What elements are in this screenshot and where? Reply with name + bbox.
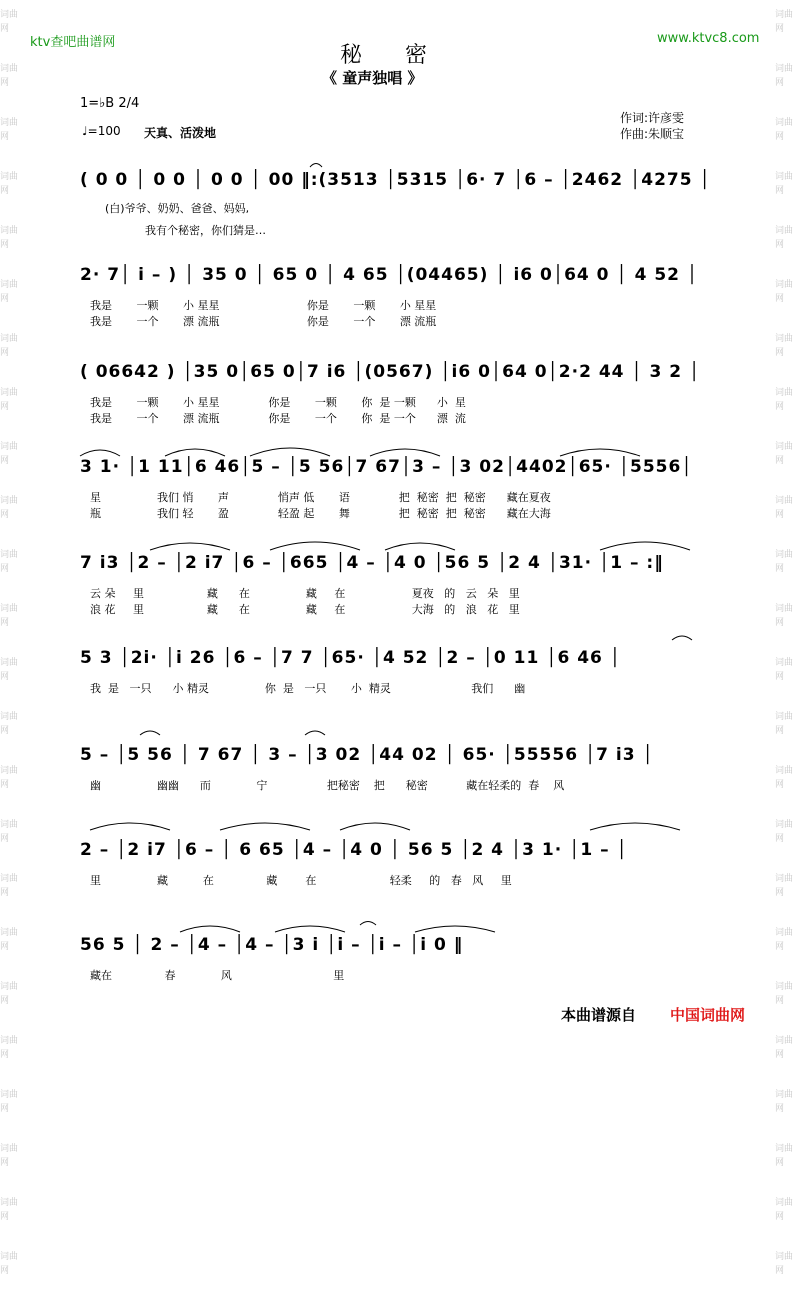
score-row-notes: 56 5 │ 2 – │4 – │4 – │3 i │i – │i – │i 0 ‖ <box>80 935 464 955</box>
watermark-text: 词曲网 <box>775 1198 793 1222</box>
watermark-text: 词曲网 <box>775 334 793 358</box>
watermark-text: 词曲网 <box>0 1144 19 1168</box>
watermark-text: 词曲网 <box>775 550 793 574</box>
score-row-lyrics: 浪 花 里 藏 在 藏 在 大海 的 浪 花 里 <box>90 603 520 616</box>
score-row-lyrics: 我是 一颗 小 星星 你是 一颗 你 是 一颗 小 星 <box>90 396 466 409</box>
watermark-text: 词曲网 <box>775 64 793 88</box>
watermark-text: 词曲网 <box>0 604 19 628</box>
watermark-text: 词曲网 <box>0 928 19 952</box>
watermark-text: 词曲网 <box>0 982 19 1006</box>
score-row-notes: 3 1· │1 11│6 46│5 – │5 56│7 67│3 – │3 02│4402│65· │5556│ <box>80 457 693 477</box>
score-row-lyrics: (白)爷爷、奶奶、爸爸、妈妈, <box>105 202 250 215</box>
watermark-text: 词曲网 <box>0 658 19 682</box>
watermark-text: 词曲网 <box>0 334 19 358</box>
watermark-right <box>775 0 793 1276</box>
score-row-lyrics: 里 藏 在 藏 在 轻柔 的 春 风 里 <box>90 874 512 887</box>
watermark-text: 词曲网 <box>775 658 793 682</box>
key-signature: 1=♭B 2/4 <box>80 96 140 111</box>
watermark-text: 词曲网 <box>775 118 793 142</box>
score-row-notes: 5 3 │2i· │i 26 │6 – │7 7 │65· │4 52 │2 – │0 11 │6 46 │ <box>80 648 622 668</box>
watermark-text: 词曲网 <box>0 550 19 574</box>
watermark-text: 词曲网 <box>775 388 793 412</box>
watermark-text: 词曲网 <box>775 226 793 250</box>
watermark-text: 词曲网 <box>0 496 19 520</box>
expression-marking: 天真、活泼地 <box>144 126 217 140</box>
footer-source-label: 本曲谱源自 <box>561 1006 637 1024</box>
watermark-text: 词曲网 <box>775 1036 793 1060</box>
watermark-text: 词曲网 <box>775 874 793 898</box>
score-row-lyrics: 我是 一颗 小 星星 你是 一颗 小 星星 <box>90 299 437 312</box>
score-row-lyrics: 云 朵 里 藏 在 藏 在 夏夜 的 云 朵 里 <box>90 587 520 600</box>
watermark-text: 词曲网 <box>775 604 793 628</box>
score-row-lyrics: 藏在 春 风 里 <box>90 969 345 982</box>
watermark-left <box>0 0 19 1276</box>
score-row-notes: 7 i3 │2 – │2 i7 │6 – │665 │4 – │4 0 │56 5 │2 4 │31· │1 – :‖ <box>80 553 664 573</box>
score-row-notes: ( 06642 ) │35 0│65 0│7 i6 │(0567) │i6 0│64 0│2·2 44 │ 3 2 │ <box>80 362 701 382</box>
watermark-text: 词曲网 <box>775 442 793 466</box>
watermark-text: 词曲网 <box>775 280 793 304</box>
watermark-text: 词曲网 <box>0 172 19 196</box>
composer-credit: 作曲:朱顺宝 <box>620 127 685 141</box>
watermark-text: 词曲网 <box>0 1198 19 1222</box>
watermark-text: 词曲网 <box>775 820 793 844</box>
song-title: 秘 密 <box>340 43 445 68</box>
watermark-text: 词曲网 <box>0 820 19 844</box>
watermark-text: 词曲网 <box>0 1252 19 1276</box>
watermark-text: 词曲网 <box>0 280 19 304</box>
site-name-left: ktv查吧曲谱网 <box>30 35 116 50</box>
score-row-notes: 2· 7│ i – ) │ 35 0 │ 65 0 │ 4 65 │(04465) │ i6 0│64 0 │ 4 52 │ <box>80 265 699 285</box>
watermark-text: 词曲网 <box>0 874 19 898</box>
watermark-text: 词曲网 <box>775 982 793 1006</box>
watermark-text: 词曲网 <box>775 766 793 790</box>
watermark-text: 词曲网 <box>0 712 19 736</box>
watermark-text: 词曲网 <box>0 1090 19 1114</box>
watermark-text: 词曲网 <box>775 1252 793 1276</box>
watermark-text: 词曲网 <box>775 928 793 952</box>
watermark-text: 词曲网 <box>0 766 19 790</box>
score-row-lyrics: 我有个秘密，你们猜是… <box>145 224 266 237</box>
watermark-text: 词曲网 <box>0 64 19 88</box>
watermark-text: 词曲网 <box>0 10 19 34</box>
song-subtitle: 《 童声独唱 》 <box>322 69 423 87</box>
watermark-text: 词曲网 <box>0 118 19 142</box>
score-row-lyrics: 我 是 一只 小 精灵 你 是 一只 小 精灵 我们 幽 <box>90 682 526 695</box>
watermark-text: 词曲网 <box>775 496 793 520</box>
watermark-text: 词曲网 <box>0 1036 19 1060</box>
watermark-text: 词曲网 <box>775 712 793 736</box>
site-url-right: www.ktvc8.com <box>657 31 760 46</box>
score-row-lyrics: 我是 一个 漂 流瓶 你是 一个 你 是 一个 漂 流 <box>90 412 466 425</box>
score-row-notes: 5 – │5 56 │ 7 67 │ 3 – │3 02 │44 02 │ 65· │55556 │7 i3 │ <box>80 745 654 765</box>
lyricist-credit: 作词:许彦雯 <box>620 111 685 125</box>
watermark-text: 词曲网 <box>775 1144 793 1168</box>
tempo-marking: ♩=100 <box>82 124 121 138</box>
watermark-text: 词曲网 <box>0 442 19 466</box>
watermark-text: 词曲网 <box>0 388 19 412</box>
footer-site-name: 中国词曲网 <box>670 1006 746 1024</box>
score-row-lyrics: 星 我们 悄 声 悄声 低 语 把 秘密 把 秘密 藏在夏夜 <box>90 491 551 504</box>
watermark-text: 词曲网 <box>775 172 793 196</box>
score-row-lyrics: 瓶 我们 轻 盈 轻盈 起 舞 把 秘密 把 秘密 藏在大海 <box>90 507 551 520</box>
score-row-lyrics: 我是 一个 漂 流瓶 你是 一个 漂 流瓶 <box>90 315 437 328</box>
watermark-text: 词曲网 <box>775 10 793 34</box>
watermark-text: 词曲网 <box>0 226 19 250</box>
watermark-text: 词曲网 <box>775 1090 793 1114</box>
score-row-notes: 2 – │2 i7 │6 – │ 6 65 │4 – │4 0 │ 56 5 │2 4 │3 1· │1 – │ <box>80 840 628 860</box>
score-row-notes: ( 0 0 │ 0 0 │ 0 0 │ 00 ‖:(3513 │5315 │6· 7 │6 – │2462 │4275 │ <box>80 170 711 190</box>
score-row-lyrics: 幽 幽幽 而 宁 把秘密 把 秘密 藏在轻柔的 春 风 <box>90 779 565 792</box>
